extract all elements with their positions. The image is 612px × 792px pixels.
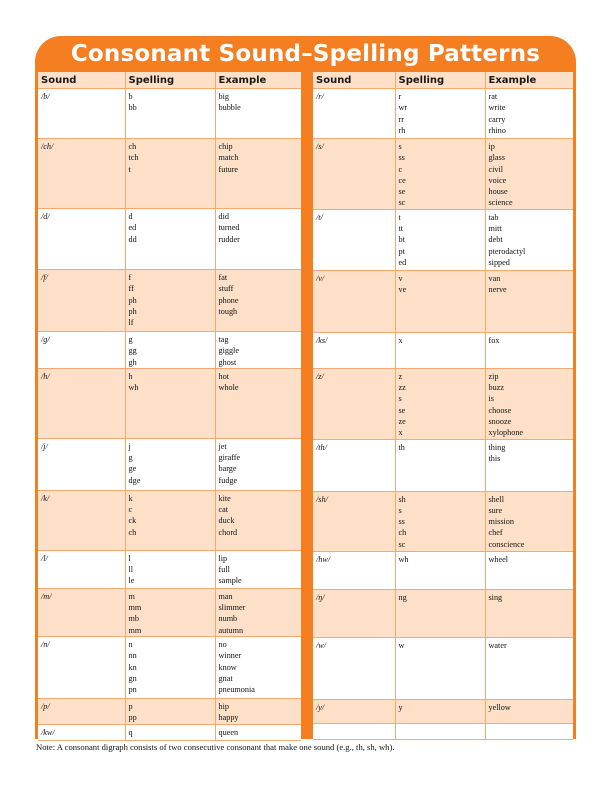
example-word: sample [218,576,242,586]
table-row [313,699,573,723]
table-row [313,439,573,491]
example-word: sipped [488,257,510,267]
example-cell [215,550,301,588]
spelling-item: p [128,702,133,712]
example-word: know [218,662,237,672]
spelling-cell [395,439,485,491]
spelling-item: c [398,164,403,174]
example-word: sure [488,505,503,515]
spelling-item: l [128,553,131,563]
sound-cell: /sh/ [313,491,395,551]
spelling-item: se [398,405,406,415]
example-cell [485,637,573,699]
spelling-cell [395,491,485,551]
spelling-cell [395,368,485,439]
spelling-item: ph [128,306,137,316]
sound-cell: /g/ [38,332,125,369]
example-cell [215,637,301,699]
example-word: lip [218,553,228,563]
example-word: cat [218,505,229,515]
example-word: tough [218,306,238,316]
example-cell [215,438,301,490]
example-word: pterodactyl [488,246,526,256]
spelling-cell [125,588,215,636]
example-cell [485,551,573,589]
example-word: tag [218,335,229,344]
spelling-item: w [398,640,405,650]
sound-cell: /w/ [313,637,395,699]
table-row [313,723,573,739]
spelling-cell [125,724,215,740]
example-word: civil [488,164,504,174]
spelling-item: f [128,273,132,282]
example-word: numb [218,614,238,624]
table-row [313,89,573,139]
sound-cell: /d/ [38,209,125,270]
table-header-row [313,72,573,89]
spelling-item: z [398,371,403,381]
spelling-item: mb [128,614,139,624]
sound-cell: /ch/ [38,139,125,209]
example-cell [485,491,573,551]
example-word: kite [218,493,231,503]
sound-cell: /m/ [38,588,125,636]
example-word: rudder [218,234,240,244]
spelling-cell [395,139,485,210]
spelling-item: gn [128,673,137,683]
example-cell [485,332,573,368]
spelling-item: tt [398,224,404,234]
right-table [313,72,573,740]
spelling-cell [125,490,215,550]
spelling-item: ge [128,464,137,474]
table-row [38,270,301,332]
spelling-item: ed [398,257,407,267]
spelling-item: gg [128,346,137,356]
table-row [38,699,301,725]
spelling-item: dge [128,475,141,485]
spelling-cell [125,550,215,588]
spelling-item: zz [398,383,406,393]
spelling-item: ll [128,565,134,575]
example-word: stuff [218,284,234,294]
table-row [313,551,573,589]
spelling-cell [395,89,485,139]
spelling-item: s [398,505,402,515]
table-row [38,637,301,699]
spelling-item: ed [128,223,137,233]
table-row [38,724,301,740]
spelling-item: h [128,371,133,381]
example-word: is [488,394,494,404]
sound-cell: /hw/ [313,551,395,589]
header-example: Example [215,72,301,89]
example-word: this [488,453,501,463]
example-cell [485,139,573,210]
spelling-item: x [398,428,403,438]
header-spelling: Spelling [395,72,485,89]
example-word: nerve [488,285,507,295]
example-word: gnat [218,673,233,683]
example-cell [215,368,301,438]
example-word: mission [488,517,514,527]
spelling-item: j [128,441,131,451]
example-cell [485,89,573,139]
spelling-item: lf [128,318,134,328]
example-word: giraffe [218,453,241,463]
spelling-item: v [398,273,403,283]
example-word: conscience [488,539,525,549]
spelling-item: wh [398,554,409,564]
spelling-item: ve [398,285,407,295]
table-row [38,368,301,438]
sound-cell: /ŋ/ [313,589,395,637]
example-word: voice [488,175,507,185]
spelling-cell [125,368,215,438]
footnote: Note: A consonant digraph consists of two consecutive consonant that make one sound (e.g., th, sh, wh). [36,742,395,752]
spelling-cell [395,723,485,739]
sound-cell: /th/ [313,439,395,491]
example-word: zip [488,371,499,381]
example-word: rat [488,92,498,101]
table-row [313,589,573,637]
example-word: glass [488,153,505,163]
spelling-item: ch [128,142,137,151]
example-cell [215,270,301,332]
spelling-cell [395,209,485,270]
example-cell [215,490,301,550]
spelling-cell [395,332,485,368]
example-word: yellow [488,702,511,712]
spelling-item: wr [398,103,408,113]
right-table-body [313,89,573,740]
example-word: slimmer [218,603,246,613]
spelling-item: pn [128,685,137,695]
sound-cell: /k/ [38,490,125,550]
sound-cell: /v/ [313,270,395,332]
sound-cell [313,723,395,739]
spelling-cell [395,551,485,589]
spelling-item: gh [128,357,137,367]
example-word: whole [218,383,239,393]
spelling-item: sc [398,198,406,208]
example-word: buzz [488,383,504,393]
page-title: Consonant Sound–Spelling Patterns [70,41,541,67]
example-word: chip [218,142,233,151]
example-word: no [218,640,227,650]
spelling-item: le [128,576,135,586]
example-word: xylophone [488,428,524,438]
table-row [313,270,573,332]
spelling-cell [125,438,215,490]
sound-cell: /l/ [38,550,125,588]
spelling-item: kn [128,662,137,672]
example-word: pneumonia [218,685,255,695]
sound-cell: /t/ [313,209,395,270]
left-table-body [38,89,301,741]
example-cell [215,588,301,636]
example-word: fudge [218,475,238,485]
table-row [38,139,301,209]
table-row [38,490,301,550]
spelling-item: t [128,164,131,174]
example-cell [485,209,573,270]
spelling-item: s [398,394,402,404]
spelling-item: tch [128,153,139,163]
spelling-item: pp [128,713,137,723]
spelling-item: c [128,505,133,515]
example-word: van [488,273,501,283]
spelling-item: mm [128,625,142,635]
spelling-item: k [128,493,133,503]
spelling-item: g [128,453,133,463]
spelling-cell [125,699,215,725]
sound-cell: /h/ [38,368,125,438]
spelling-item: ce [398,175,406,185]
spelling-item: ff [128,284,134,294]
example-word: big [218,92,229,101]
left-table-panel [38,72,301,741]
spelling-item: d [128,212,133,221]
spelling-item: pt [398,246,405,256]
spelling-item: ch [398,528,407,538]
example-cell [215,724,301,740]
table-row [38,209,301,270]
spelling-item: nn [128,651,137,661]
spelling-cell [125,209,215,270]
example-word: jet [218,441,227,451]
spelling-item: n [128,640,133,650]
spelling-cell [395,270,485,332]
example-word: giggle [218,346,239,356]
sound-cell: /z/ [313,368,395,439]
example-word: rhino [488,125,506,135]
spelling-cell [125,139,215,209]
example-word: turned [218,223,240,233]
example-cell [215,209,301,270]
sound-cell: /s/ [313,139,395,210]
spelling-item: bb [128,103,137,113]
spelling-item: s [398,142,402,151]
table-row [38,438,301,490]
right-table-panel [313,72,573,740]
spelling-item: g [128,335,133,344]
spelling-item: ss [398,517,405,527]
example-word: mitt [488,224,502,234]
spelling-item: bt [398,235,405,245]
table-row [313,637,573,699]
example-word: tab [488,212,499,222]
sound-cell: /b/ [38,89,125,139]
example-cell [485,368,573,439]
example-word: full [218,565,230,575]
table-row [313,139,573,210]
example-word: queen [218,727,239,737]
spelling-item: th [398,442,405,452]
spelling-item: m [128,591,135,601]
example-word: ip [488,142,495,151]
example-word: chef [488,528,503,538]
example-word: man [218,591,233,601]
spelling-item: rr [398,114,404,124]
example-word: debt [488,235,503,245]
sound-cell: /j/ [38,438,125,490]
example-word: shell [488,494,504,504]
example-cell [215,139,301,209]
example-word: bubble [218,103,241,113]
example-word: fat [218,273,228,282]
example-word: hot [218,371,229,381]
spelling-item: ng [398,592,407,602]
spelling-item: ck [128,516,137,526]
example-cell [485,723,573,739]
table-header-row [38,72,301,89]
example-word: ghost [218,357,237,367]
spelling-item: q [128,727,133,737]
example-cell [215,332,301,369]
table-row [38,550,301,588]
example-word: barge [218,464,237,474]
spelling-cell [125,89,215,139]
spelling-item: r [398,92,402,101]
example-word: science [488,198,513,208]
example-word: write [488,103,506,113]
example-word: happy [218,713,239,723]
header-sound: Sound [38,72,125,89]
example-word: match [218,153,239,163]
header-sound: Sound [313,72,395,89]
example-cell [485,589,573,637]
spelling-item: mm [128,603,142,613]
spelling-item: x [398,335,403,345]
spelling-cell [125,332,215,369]
spelling-item: sc [398,539,406,549]
example-cell [485,270,573,332]
example-word: chord [218,527,238,537]
sound-cell: /y/ [313,699,395,723]
spelling-cell [125,637,215,699]
table-row [313,332,573,368]
example-word: hip [218,702,229,712]
spelling-cell [395,589,485,637]
example-cell [485,439,573,491]
example-word: phone [218,295,239,305]
example-word: house [488,187,508,197]
table-row [313,209,573,270]
example-cell [215,89,301,139]
table-row [313,491,573,551]
left-table [38,72,301,741]
spelling-item: ze [398,416,406,426]
spelling-item: ss [398,153,405,163]
example-cell [215,699,301,725]
spelling-item: rh [398,125,406,135]
spelling-item: y [398,702,403,712]
example-word: choose [488,405,512,415]
example-word: water [488,640,507,650]
table-row [38,332,301,369]
example-word: carry [488,114,506,124]
spelling-item: sh [398,494,406,504]
example-word: future [218,164,239,174]
table-row [38,89,301,139]
example-word: winner [218,651,242,661]
table-row [313,368,573,439]
spelling-cell [395,637,485,699]
example-word: duck [218,516,235,526]
example-word: autumn [218,625,244,635]
header-example: Example [485,72,573,89]
table-row [38,588,301,636]
spelling-cell [395,699,485,723]
spelling-item: se [398,187,406,197]
spelling-item: wh [128,383,139,393]
sound-cell: /p/ [38,699,125,725]
sound-cell: /f/ [38,270,125,332]
spelling-item: b [128,92,133,101]
header-spelling: Spelling [125,72,215,89]
example-word: snooze [488,416,512,426]
sound-cell: /kw/ [38,724,125,740]
example-word: did [218,212,229,221]
example-word: sing [488,592,503,602]
spelling-item: t [398,212,401,222]
example-word: wheel [488,554,509,564]
spelling-cell [125,270,215,332]
spelling-item: ch [128,527,137,537]
spelling-item: dd [128,234,137,244]
spelling-item: ph [128,295,137,305]
example-cell [485,699,573,723]
example-word: fox [488,335,500,345]
sound-cell: /r/ [313,89,395,139]
sound-cell: /n/ [38,637,125,699]
example-word: thing [488,442,506,452]
sound-cell: /ks/ [313,332,395,368]
